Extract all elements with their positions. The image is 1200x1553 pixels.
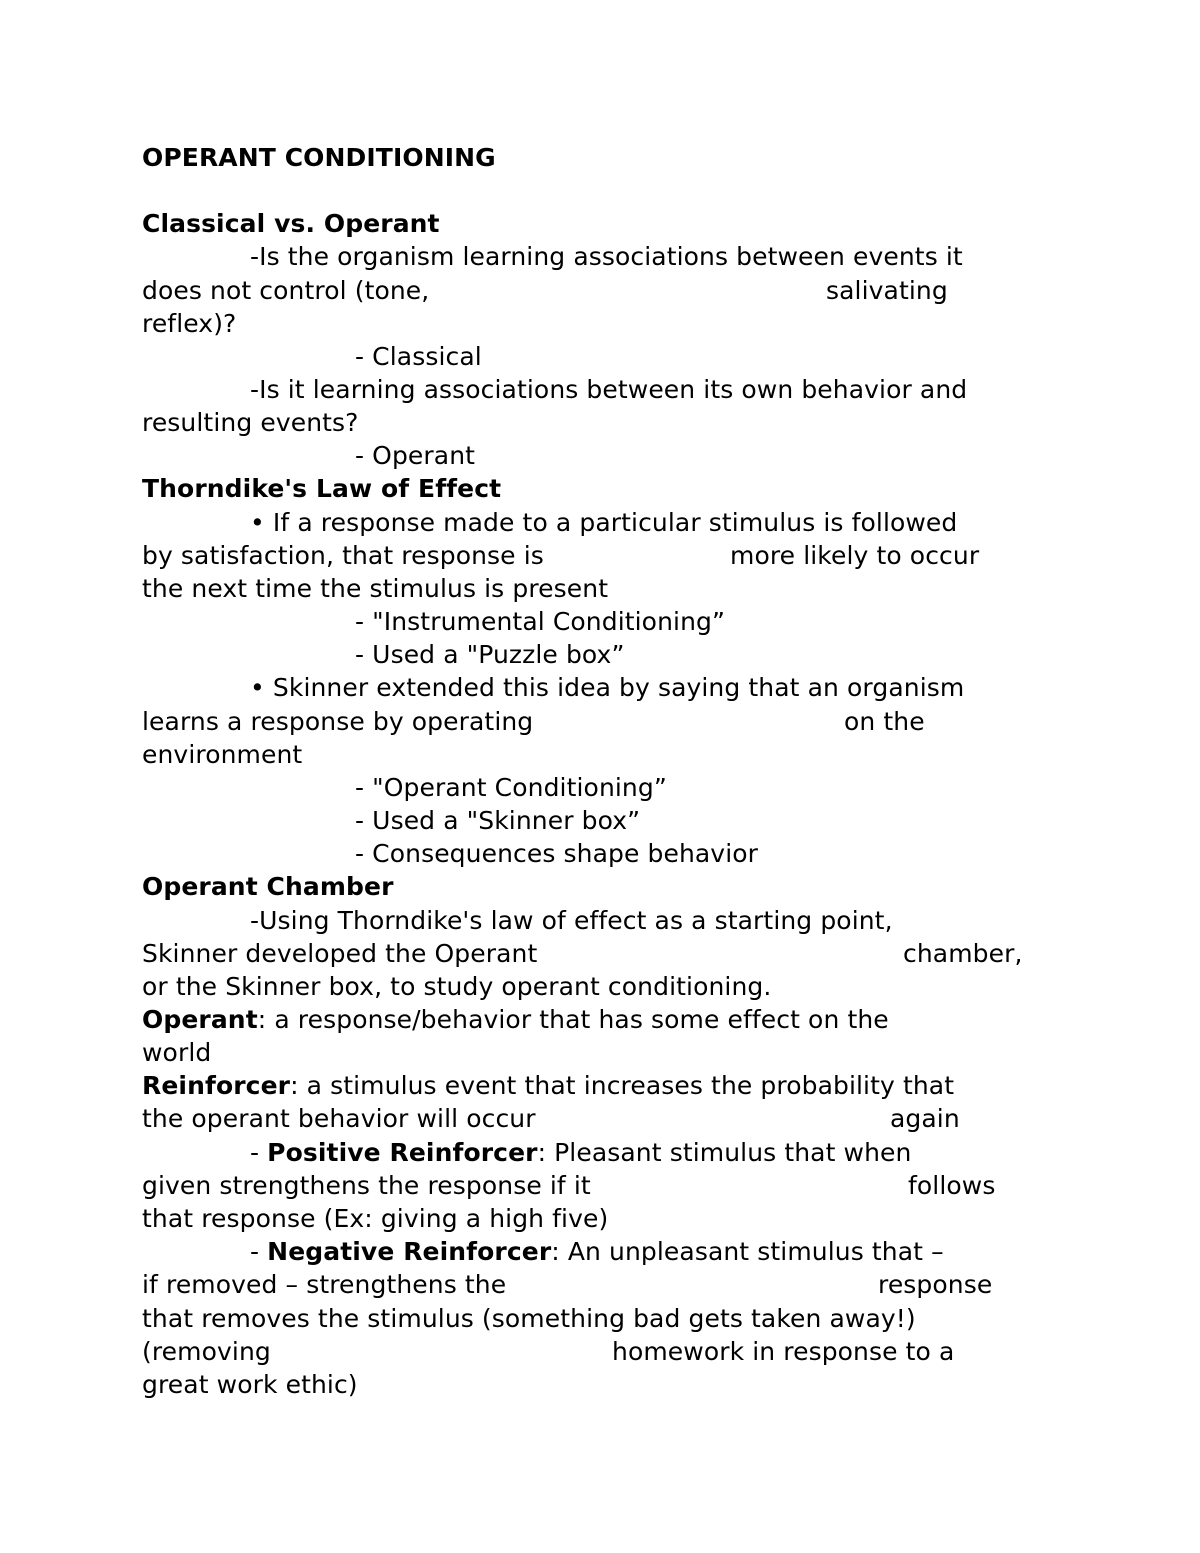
positive-reinforcer-line-2-part-b: follows <box>908 1171 996 1200</box>
question-2-line-2: resulting events? <box>142 408 359 437</box>
negative-reinforcer-line-3: that removes the stimulus (something bad gets taken away!) <box>142 1304 916 1333</box>
bullet-2-line-1: • Skinner extended this idea by saying that an organism <box>250 673 965 702</box>
positive-reinforcer-text: : Pleasant stimulus that when <box>537 1138 912 1167</box>
bullet-2-line-3: environment <box>142 740 303 769</box>
positive-reinforcer-line-2 <box>142 1169 1042 1202</box>
chamber-line-2-part-b: chamber, <box>903 939 1023 968</box>
chamber-line-1: -Using Thorndike's law of effect as a starting point, <box>250 906 893 935</box>
negative-reinforcer-line-4 <box>142 1335 1042 1368</box>
answer-operant: - Operant <box>355 441 476 470</box>
bullet-2-sub-3: - Consequences shape behavior <box>355 839 759 868</box>
document-title: OPERANT CONDITIONING <box>142 143 496 172</box>
chamber-line-2-part-a: Skinner developed the Operant <box>142 939 538 968</box>
reinforcer-definition-line-2-part-a: the operant behavior will occur <box>142 1104 536 1133</box>
question-1-line-1: -Is the organism learning associations between events it <box>250 242 963 271</box>
positive-reinforcer-line-1 <box>250 1136 911 1169</box>
bullet-1-line-3: the next time the stimulus is present <box>142 574 609 603</box>
question-2-line-1: -Is it learning associations between its own behavior and <box>250 375 968 404</box>
bullet-2-line-2-part-a: learns a response by operating <box>142 707 534 736</box>
section-heading-thorndike: Thorndike's Law of Effect <box>142 474 502 503</box>
question-1-line-2 <box>142 274 1042 307</box>
negative-reinforcer-line-5: great work ethic) <box>142 1370 358 1399</box>
question-1-line-3: reflex)? <box>142 309 237 338</box>
bullet-1-line-2 <box>142 539 1042 572</box>
question-1-line-2-part-a: does not control (tone, <box>142 276 430 305</box>
answer-classical: - Classical <box>355 342 482 371</box>
operant-definition-line-1 <box>142 1003 889 1036</box>
chamber-line-3: or the Skinner box, to study operant conditioning. <box>142 972 772 1001</box>
reinforcer-term: Reinforcer <box>142 1071 291 1100</box>
operant-term: Operant <box>142 1005 258 1034</box>
negative-reinforcer-line-4-part-a: (removing <box>142 1337 271 1366</box>
negative-reinforcer-line-2-part-a: if removed – strengthens the <box>142 1270 507 1299</box>
question-1-line-2-part-b: salivating <box>826 276 948 305</box>
negative-reinforcer-term: Negative Reinforcer <box>267 1237 552 1266</box>
negative-dash: - <box>250 1237 268 1266</box>
reinforcer-definition-line-2-part-b: again <box>890 1104 960 1133</box>
bullet-1-line-2-part-b: more likely to occur <box>730 541 980 570</box>
section-heading-classical-vs-operant: Classical vs. Operant <box>142 209 440 238</box>
negative-reinforcer-line-4-part-b: homework in response to a <box>612 1337 955 1366</box>
operant-definition-line-2: world <box>142 1038 212 1067</box>
bullet-1-sub-1: - "Instrumental Conditioning” <box>355 607 726 636</box>
bullet-2-sub-1: - "Operant Conditioning” <box>355 773 667 802</box>
reinforcer-definition-line-2 <box>142 1102 1042 1135</box>
negative-reinforcer-line-2-part-b: response <box>878 1270 993 1299</box>
positive-reinforcer-line-2-part-a: given strengthens the response if it <box>142 1171 591 1200</box>
negative-reinforcer-text: : An unpleasant stimulus that – <box>551 1237 944 1266</box>
positive-reinforcer-term: Positive Reinforcer <box>267 1138 538 1167</box>
reinforcer-definition-text: : a stimulus event that increases the probability that <box>290 1071 955 1100</box>
bullet-2-line-2 <box>142 705 1042 738</box>
bullet-1-sub-2: - Used a "Puzzle box” <box>355 640 625 669</box>
negative-reinforcer-line-1 <box>250 1235 944 1268</box>
positive-reinforcer-line-3: that response (Ex: giving a high five) <box>142 1204 609 1233</box>
positive-dash: - <box>250 1138 268 1167</box>
bullet-2-line-2-part-b: on the <box>844 707 925 736</box>
reinforcer-definition-line-1 <box>142 1069 954 1102</box>
bullet-2-sub-2: - Used a "Skinner box” <box>355 806 641 835</box>
bullet-1-line-2-part-a: by satisfaction, that response is <box>142 541 544 570</box>
section-heading-operant-chamber: Operant Chamber <box>142 872 394 901</box>
operant-definition-text: : a response/behavior that has some effect on the <box>257 1005 889 1034</box>
bullet-1-line-1: • If a response made to a particular stimulus is followed <box>250 508 958 537</box>
negative-reinforcer-line-2 <box>142 1268 1042 1301</box>
chamber-line-2 <box>142 937 1042 970</box>
